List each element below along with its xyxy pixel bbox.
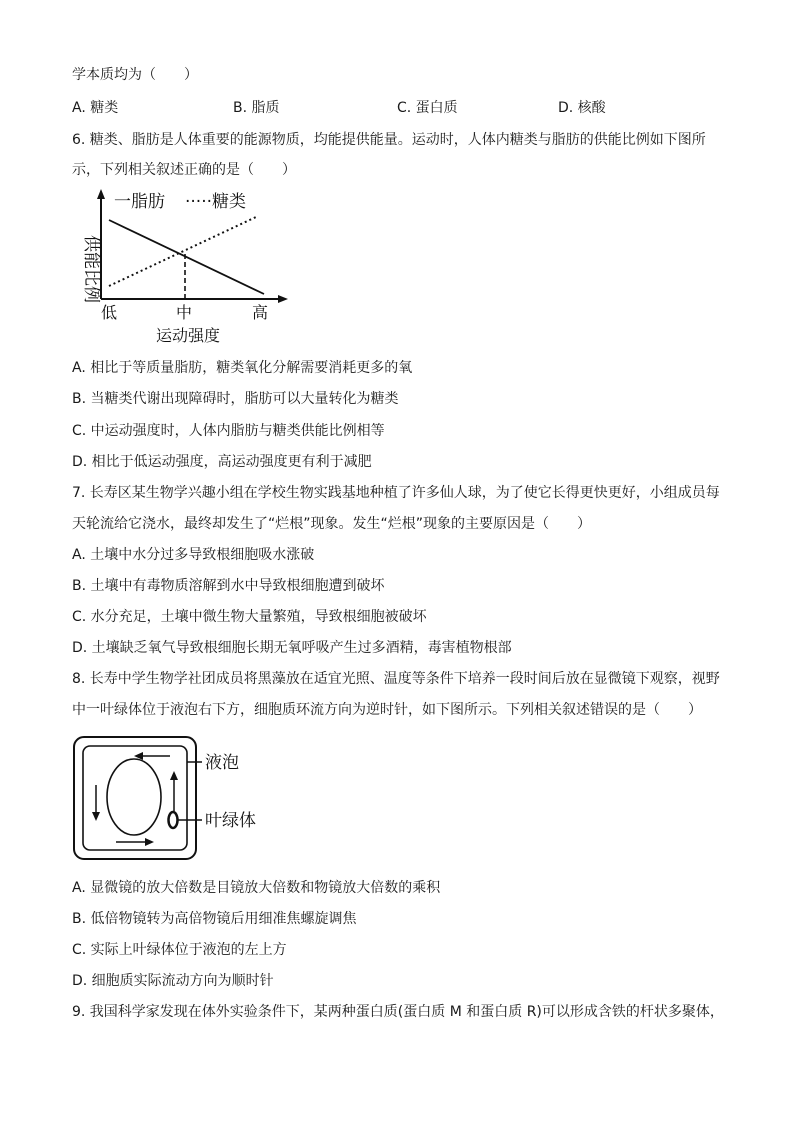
q6-stem-line2: 示，下列相关叙述正确的是（ ）	[72, 162, 296, 178]
q8-stem-line1: 8. 长寿中学生物学社团成员将黑藻放在适宜光照、温度等条件下培养一段时间后放在显微镜下观察，视野	[72, 671, 720, 687]
q8-stem-line2: 中一叶绿体位于液泡右下方，细胞质环流方向为逆时针，如下图所示。下列相关叙述错误的是（ ）	[72, 702, 702, 718]
x-axis-label: 运动强度	[156, 326, 221, 345]
y-axis-label: 供能比例	[81, 235, 101, 303]
series-fat-line	[109, 220, 264, 294]
label-vacuole: 液泡	[205, 753, 239, 773]
q7-stem-line1: 7. 长寿区某生物学兴趣小组在学校生物实践基地种植了许多仙人球，为了使它长得更快更好，小组成员每	[72, 485, 720, 501]
x-axis-arrow	[278, 295, 288, 303]
q6-option-b: B. 当糖类代谢出现障碍时，脂肪可以大量转化为糖类	[72, 391, 399, 407]
q7-option-c: C. 水分充足，土壤中微生物大量繁殖，导致根细胞被破坏	[72, 609, 427, 625]
q6-option-c: C. 中运动强度时，人体内脂肪与糖类供能比例相等	[72, 423, 385, 439]
flow-arrowhead-right	[170, 771, 178, 780]
q6-stem-line1: 6. 糖类、脂肪是人体重要的能源物质，均能提供能量。运动时，人体内糖类与脂肪的供能比例如下图所	[72, 132, 706, 148]
cell-wall-outer	[74, 737, 196, 859]
q5-option-d: D. 核酸	[558, 100, 606, 116]
q6-option-a: A. 相比于等质量脂肪，糖类氧化分解需要消耗更多的氧	[72, 360, 413, 376]
q8-option-a: A. 显微镜的放大倍数是目镜放大倍数和物镜放大倍数的乘积	[72, 880, 441, 896]
q8-option-d: D. 细胞质实际流动方向为顺时针	[72, 973, 274, 989]
flow-arrowhead-bottom	[145, 838, 154, 846]
q7-option-b: B. 土壤中有毒物质溶解到水中导致根细胞遭到破坏	[72, 578, 385, 594]
flow-arrowhead-left	[92, 812, 100, 821]
q7-stem-line2: 天轮流给它浇水，最终却发生了“烂根”现象。发生“烂根”现象的主要原因是（ ）	[72, 516, 592, 532]
q7-option-a: A. 土壤中水分过多导致根细胞吸水涨破	[72, 547, 315, 563]
vacuole	[107, 759, 161, 835]
series-sugar-line	[109, 217, 256, 286]
x-tick-high: 高	[252, 303, 269, 322]
legend-fat: 一脂肪	[114, 192, 165, 212]
label-chloroplast: 叶绿体	[205, 811, 256, 831]
x-tick-low: 低	[101, 303, 118, 322]
q5-option-b: B. 脂质	[233, 100, 280, 116]
cell-diagram	[70, 733, 270, 863]
q8-option-c: C. 实际上叶绿体位于液泡的左上方	[72, 942, 287, 958]
q8-option-b: B. 低倍物镜转为高倍物镜后用细准焦螺旋调焦	[72, 911, 357, 927]
q6-option-d: D. 相比于低运动强度，高运动强度更有利于减肥	[72, 454, 372, 470]
q9-stem-line1: 9. 我国科学家发现在体外实验条件下，某两种蛋白质(蛋白质 M 和蛋白质 R)可以形成含铁的杆状多聚体，	[72, 1004, 724, 1020]
q5-option-c: C. 蛋白质	[397, 100, 458, 116]
legend-sugar: ·····糖类	[185, 192, 247, 212]
y-axis-arrow	[97, 189, 105, 199]
q5-stem-tail: 学本质均为（ ）	[72, 67, 198, 83]
chloroplast	[169, 812, 178, 828]
x-tick-mid: 中	[176, 303, 193, 322]
q7-option-d: D. 土壤缺乏氧气导致根细胞长期无氧呼吸产生过多酒精，毒害植物根部	[72, 640, 512, 656]
q5-option-a: A. 糖类	[72, 100, 119, 116]
energy-ratio-chart	[70, 183, 300, 348]
